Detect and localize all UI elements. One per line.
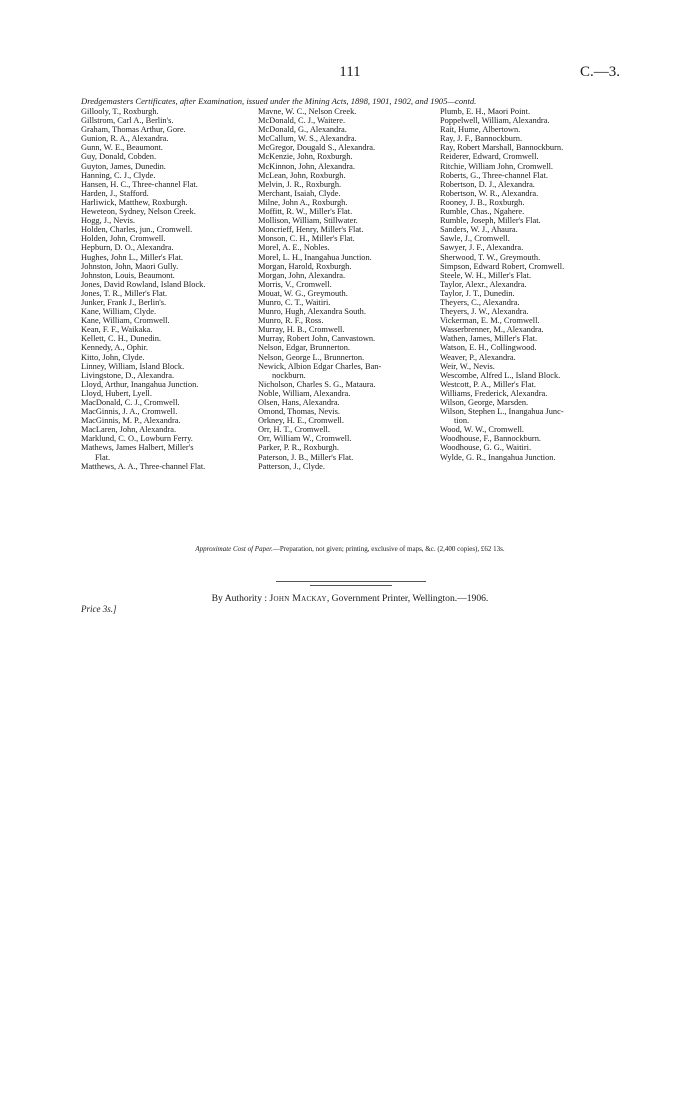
list-item: Matthews, A. A., Three-channel Flat. bbox=[81, 461, 206, 471]
list-item: Kane, William, Cromwell. bbox=[81, 316, 170, 326]
list-item: Wilson, Stephen L., Inangahua Junc- bbox=[440, 407, 564, 417]
list-item: Woodhouse, G. G., Waitiri. bbox=[440, 443, 532, 453]
list-item: Merchant, Isaiah, Clyde. bbox=[258, 188, 341, 198]
list-item: Plumb, E. H., Maori Point. bbox=[440, 107, 531, 116]
list-item: Nicholson, Charles S. G., Mataura. bbox=[258, 379, 376, 389]
list-item: Weaver, P., Alexandra. bbox=[440, 352, 516, 362]
list-item: Heweteon, Sydney, Nelson Creek. bbox=[81, 207, 196, 217]
list-item: Gillooly, T., Roxburgh. bbox=[81, 107, 159, 116]
list-item: McKinnon, John, Alexandra. bbox=[258, 161, 355, 171]
list-item: Simpson, Edward Robert, Cromwell. bbox=[440, 261, 565, 271]
list-item: McGregor, Dougald S., Alexandra. bbox=[258, 143, 376, 153]
cost-footnote bbox=[0, 545, 700, 553]
names-column-2 bbox=[258, 107, 434, 471]
list-item: Poppelwell, William, Alexandra. bbox=[440, 116, 550, 126]
list-item: Morgan, John, Alexandra. bbox=[258, 270, 346, 280]
list-item: Murray, Robert John, Canvastown. bbox=[258, 334, 376, 344]
list-item: Murray, H. B., Cromwell. bbox=[258, 325, 345, 335]
list-item: Mouat, W. G., Greymouth. bbox=[258, 288, 348, 298]
list-item: Ray, J. F., Bannockburn. bbox=[440, 134, 523, 144]
divider-rule-short bbox=[310, 585, 392, 586]
list-item: Monson, C. H., Miller's Flat. bbox=[258, 234, 355, 244]
list-item: Watson, E. H., Collingwood. bbox=[440, 343, 537, 353]
list-item: Moncrieff, Henry, Miller's Flat. bbox=[258, 225, 364, 235]
list-item: Omond, Thomas, Nevis. bbox=[258, 407, 340, 417]
list-item: Jones, T. R., Miller's Flat. bbox=[81, 288, 168, 298]
list-item: Guyton, James, Dunedin. bbox=[81, 161, 166, 171]
list-item: Patterson, J., Clyde. bbox=[258, 461, 325, 471]
list-item: Reiderer, Edward, Cromwell. bbox=[440, 152, 539, 162]
list-item: Paterson, J. B., Miller's Flat. bbox=[258, 452, 354, 462]
list-item: Hepburn, D. O., Alexandra. bbox=[81, 243, 174, 253]
list-item: Marklund, C. O., Lowburn Ferry. bbox=[81, 434, 193, 444]
list-item: Gunn, W. E., Beaumont. bbox=[81, 143, 163, 153]
list-item: Holden, Charles, jun., Cromwell. bbox=[81, 225, 193, 235]
list-item: Morel, L. H., Inangahua Junction. bbox=[258, 252, 372, 262]
list-item: Ray, Robert Marshall, Bannockburn. bbox=[440, 143, 564, 153]
authority-suffix: , Government Printer, Wellington.—1906. bbox=[326, 593, 489, 604]
list-item: Sawle, J., Cromwell. bbox=[440, 234, 510, 244]
list-item: Vickerman, E. M., Cromwell. bbox=[440, 316, 540, 326]
list-item: MacLaren, John, Alexandra. bbox=[81, 425, 177, 435]
list-item: Rait, Hume, Albertown. bbox=[440, 125, 521, 135]
list-item: Wasserbrenner, M., Alexandra. bbox=[440, 325, 544, 335]
list-item: Taylor, J. T., Dunedin. bbox=[440, 288, 515, 298]
list-item: Munro, Hugh, Alexandra South. bbox=[258, 307, 366, 317]
list-item: McKenzie, John, Roxburgh. bbox=[258, 152, 353, 162]
list-item: Kane, William, Clyde. bbox=[81, 307, 157, 317]
list-item: Kean, F. F., Waikaka. bbox=[81, 325, 153, 335]
list-item: Lloyd, Arthur, Inangahua Junction. bbox=[81, 379, 199, 389]
list-item: Roberts, G., Three-channel Flat. bbox=[440, 170, 548, 180]
list-item: MacGinnis, J. A., Cromwell. bbox=[81, 407, 178, 417]
list-item: Steele, W. H., Miller's Flat. bbox=[440, 270, 532, 280]
list-item: Noble, William, Alexandra. bbox=[258, 388, 351, 398]
list-item: Westcott, P. A., Miller's Flat. bbox=[440, 379, 536, 389]
printer-authority-line bbox=[0, 593, 700, 604]
list-item: MacDonald, C. J., Cromwell. bbox=[81, 398, 180, 407]
list-item: Ritchie, William John, Cromwell. bbox=[440, 161, 554, 171]
list-item: Robertson, D. J., Alexandra. bbox=[440, 179, 535, 189]
list-item: Rumble, Chas., Ngahere. bbox=[440, 207, 525, 217]
list-item: Wood, W. W., Cromwell. bbox=[440, 425, 525, 435]
list-item: Taylor, Alexr., Alexandra. bbox=[440, 279, 527, 289]
list-item: Guy, Donald, Cobden. bbox=[81, 152, 157, 162]
divider-rule-long bbox=[276, 581, 426, 582]
list-item: Hughes, John L., Miller's Flat. bbox=[81, 252, 184, 262]
list-item: Morel, A. E., Nobles. bbox=[258, 243, 330, 253]
list-item: Gunion, R. A., Alexandra. bbox=[81, 134, 169, 144]
list-item: nockburn. bbox=[272, 370, 306, 380]
list-item: tion. bbox=[454, 416, 470, 426]
list-item: Junker, Frank J., Berlin's. bbox=[81, 297, 167, 307]
list-item: Orr, H. T., Cromwell. bbox=[258, 425, 330, 435]
list-item: Mavne, W. C., Nelson Creek. bbox=[258, 107, 357, 116]
list-item: Livingstone, D., Alexandra. bbox=[81, 370, 175, 380]
list-item: Harden, J., Stafford. bbox=[81, 188, 149, 198]
section-reference: C.—3. bbox=[579, 64, 620, 80]
list-item: Hanning, C. J., Clyde. bbox=[81, 170, 156, 180]
cost-footnote-lead: Approximate Cost of Paper. bbox=[195, 545, 273, 553]
list-item: McLean, John, Roxburgh. bbox=[258, 170, 346, 180]
list-item: Morris, V., Cromwell. bbox=[258, 279, 332, 289]
list-item: Orkney, H. E., Cromwell. bbox=[258, 416, 344, 426]
list-item: Munro, C. T., Waitiri. bbox=[258, 297, 331, 307]
authority-prefix: By Authority : bbox=[211, 593, 270, 604]
list-item: Mollison, William, Stillwater. bbox=[258, 216, 358, 226]
list-item: Parker, P. R., Roxburgh. bbox=[258, 443, 339, 453]
cost-footnote-body: —Preparation, not given; printing, exclusive of maps, &c. (2,400 copies), £62 13s. bbox=[272, 545, 505, 553]
list-item: Graham, Thomas Arthur, Gore. bbox=[81, 125, 186, 135]
list-item: Milne, John A., Roxburgh. bbox=[258, 197, 348, 207]
list-item: Woodhouse, F., Bannockburn. bbox=[440, 434, 542, 444]
list-item: Sherwood, T. W., Greymouth. bbox=[440, 252, 541, 262]
names-column-3 bbox=[440, 107, 620, 462]
list-item: Munro, R. F., Ross. bbox=[258, 316, 324, 326]
list-item: Harliwick, Matthew, Roxburgh. bbox=[81, 197, 188, 207]
list-item: Rumble, Joseph, Miller's Flat. bbox=[440, 216, 541, 226]
list-item: Sanders, W. J., Ahaura. bbox=[440, 225, 518, 235]
list-item: Gillstrom, Carl A., Berlin's. bbox=[81, 116, 174, 126]
list-item: Olsen, Hans, Alexandra. bbox=[258, 398, 340, 407]
list-item: McDonald, C. J., Waitere. bbox=[258, 116, 346, 126]
list-item: McDonald, G., Alexandra. bbox=[258, 125, 347, 135]
list-item: MacGinnis, M. P., Alexandra. bbox=[81, 416, 181, 426]
list-item: Jones, David Rowland, Island Block. bbox=[81, 279, 206, 289]
list-item: Newick, Albion Edgar Charles, Ban- bbox=[258, 361, 382, 371]
list-item: Orr, William W., Cromwell. bbox=[258, 434, 352, 444]
list-item: Nelson, Edgar, Brunnerton. bbox=[258, 343, 351, 353]
list-item: Williams, Frederick, Alexandra. bbox=[440, 388, 548, 398]
list-item: Linney, William, Island Block. bbox=[81, 361, 185, 371]
list-item: Nelson, George L., Brunnerton. bbox=[258, 352, 365, 362]
list-item: McCallum, W. S., Alexandra. bbox=[258, 134, 357, 144]
printer-name: John Mackay bbox=[269, 593, 327, 604]
list-item: Wescombe, Alfred L., Island Block. bbox=[440, 370, 561, 380]
list-item: Sawyer, J. F., Alexandra. bbox=[440, 243, 524, 253]
list-item: Theyers, C., Alexandra. bbox=[440, 297, 520, 307]
list-item: Melvin, J. R., Roxburgh. bbox=[258, 179, 342, 189]
list-item: Kitto, John, Clyde. bbox=[81, 352, 145, 362]
list-item: Hogg, J., Nevis. bbox=[81, 216, 135, 226]
list-item: Lloyd, Hubert, Lyell. bbox=[81, 388, 152, 398]
list-item: Mathews, James Halbert, Miller's bbox=[81, 443, 194, 453]
list-item: Holden, John, Cromwell. bbox=[81, 234, 166, 244]
list-item: Morgan, Harold, Roxburgh. bbox=[258, 261, 352, 271]
list-item: Flat. bbox=[95, 452, 111, 462]
list-item: Wathen, James, Miller's Flat. bbox=[440, 334, 538, 344]
list-item: Theyers, J. W., Alexandra. bbox=[440, 307, 529, 317]
list-item: Rooney, J. B., Roxburgh. bbox=[440, 197, 525, 207]
list-heading: Dredgemasters Certificates, after Examination, issued under the Mining Acts, 1898, 1901, 1902, and 1905—contd. bbox=[81, 96, 477, 106]
list-item: Johnston, John, Maori Gully. bbox=[81, 261, 179, 271]
list-item: Hansen, H. C., Three-channel Flat. bbox=[81, 179, 198, 189]
names-column-1 bbox=[81, 107, 253, 471]
list-item: Wilson, George, Marsden. bbox=[440, 398, 529, 407]
list-item: Wylde, G. R., Inangahua Junction. bbox=[440, 452, 556, 462]
list-item: Kennedy, A., Ophir. bbox=[81, 343, 148, 353]
list-item: Robertson, W. R., Alexandra. bbox=[440, 188, 539, 198]
list-item: Weir, W., Nevis. bbox=[440, 361, 495, 371]
list-item: Moffitt, R. W., Miller's Flat. bbox=[258, 207, 353, 217]
page-number: 111 bbox=[339, 64, 361, 80]
list-item: Johnston, Louis, Beaumont. bbox=[81, 270, 175, 280]
list-item: Kellett, C. H., Dunedin. bbox=[81, 334, 162, 344]
price-note: Price 3s.] bbox=[81, 604, 117, 614]
